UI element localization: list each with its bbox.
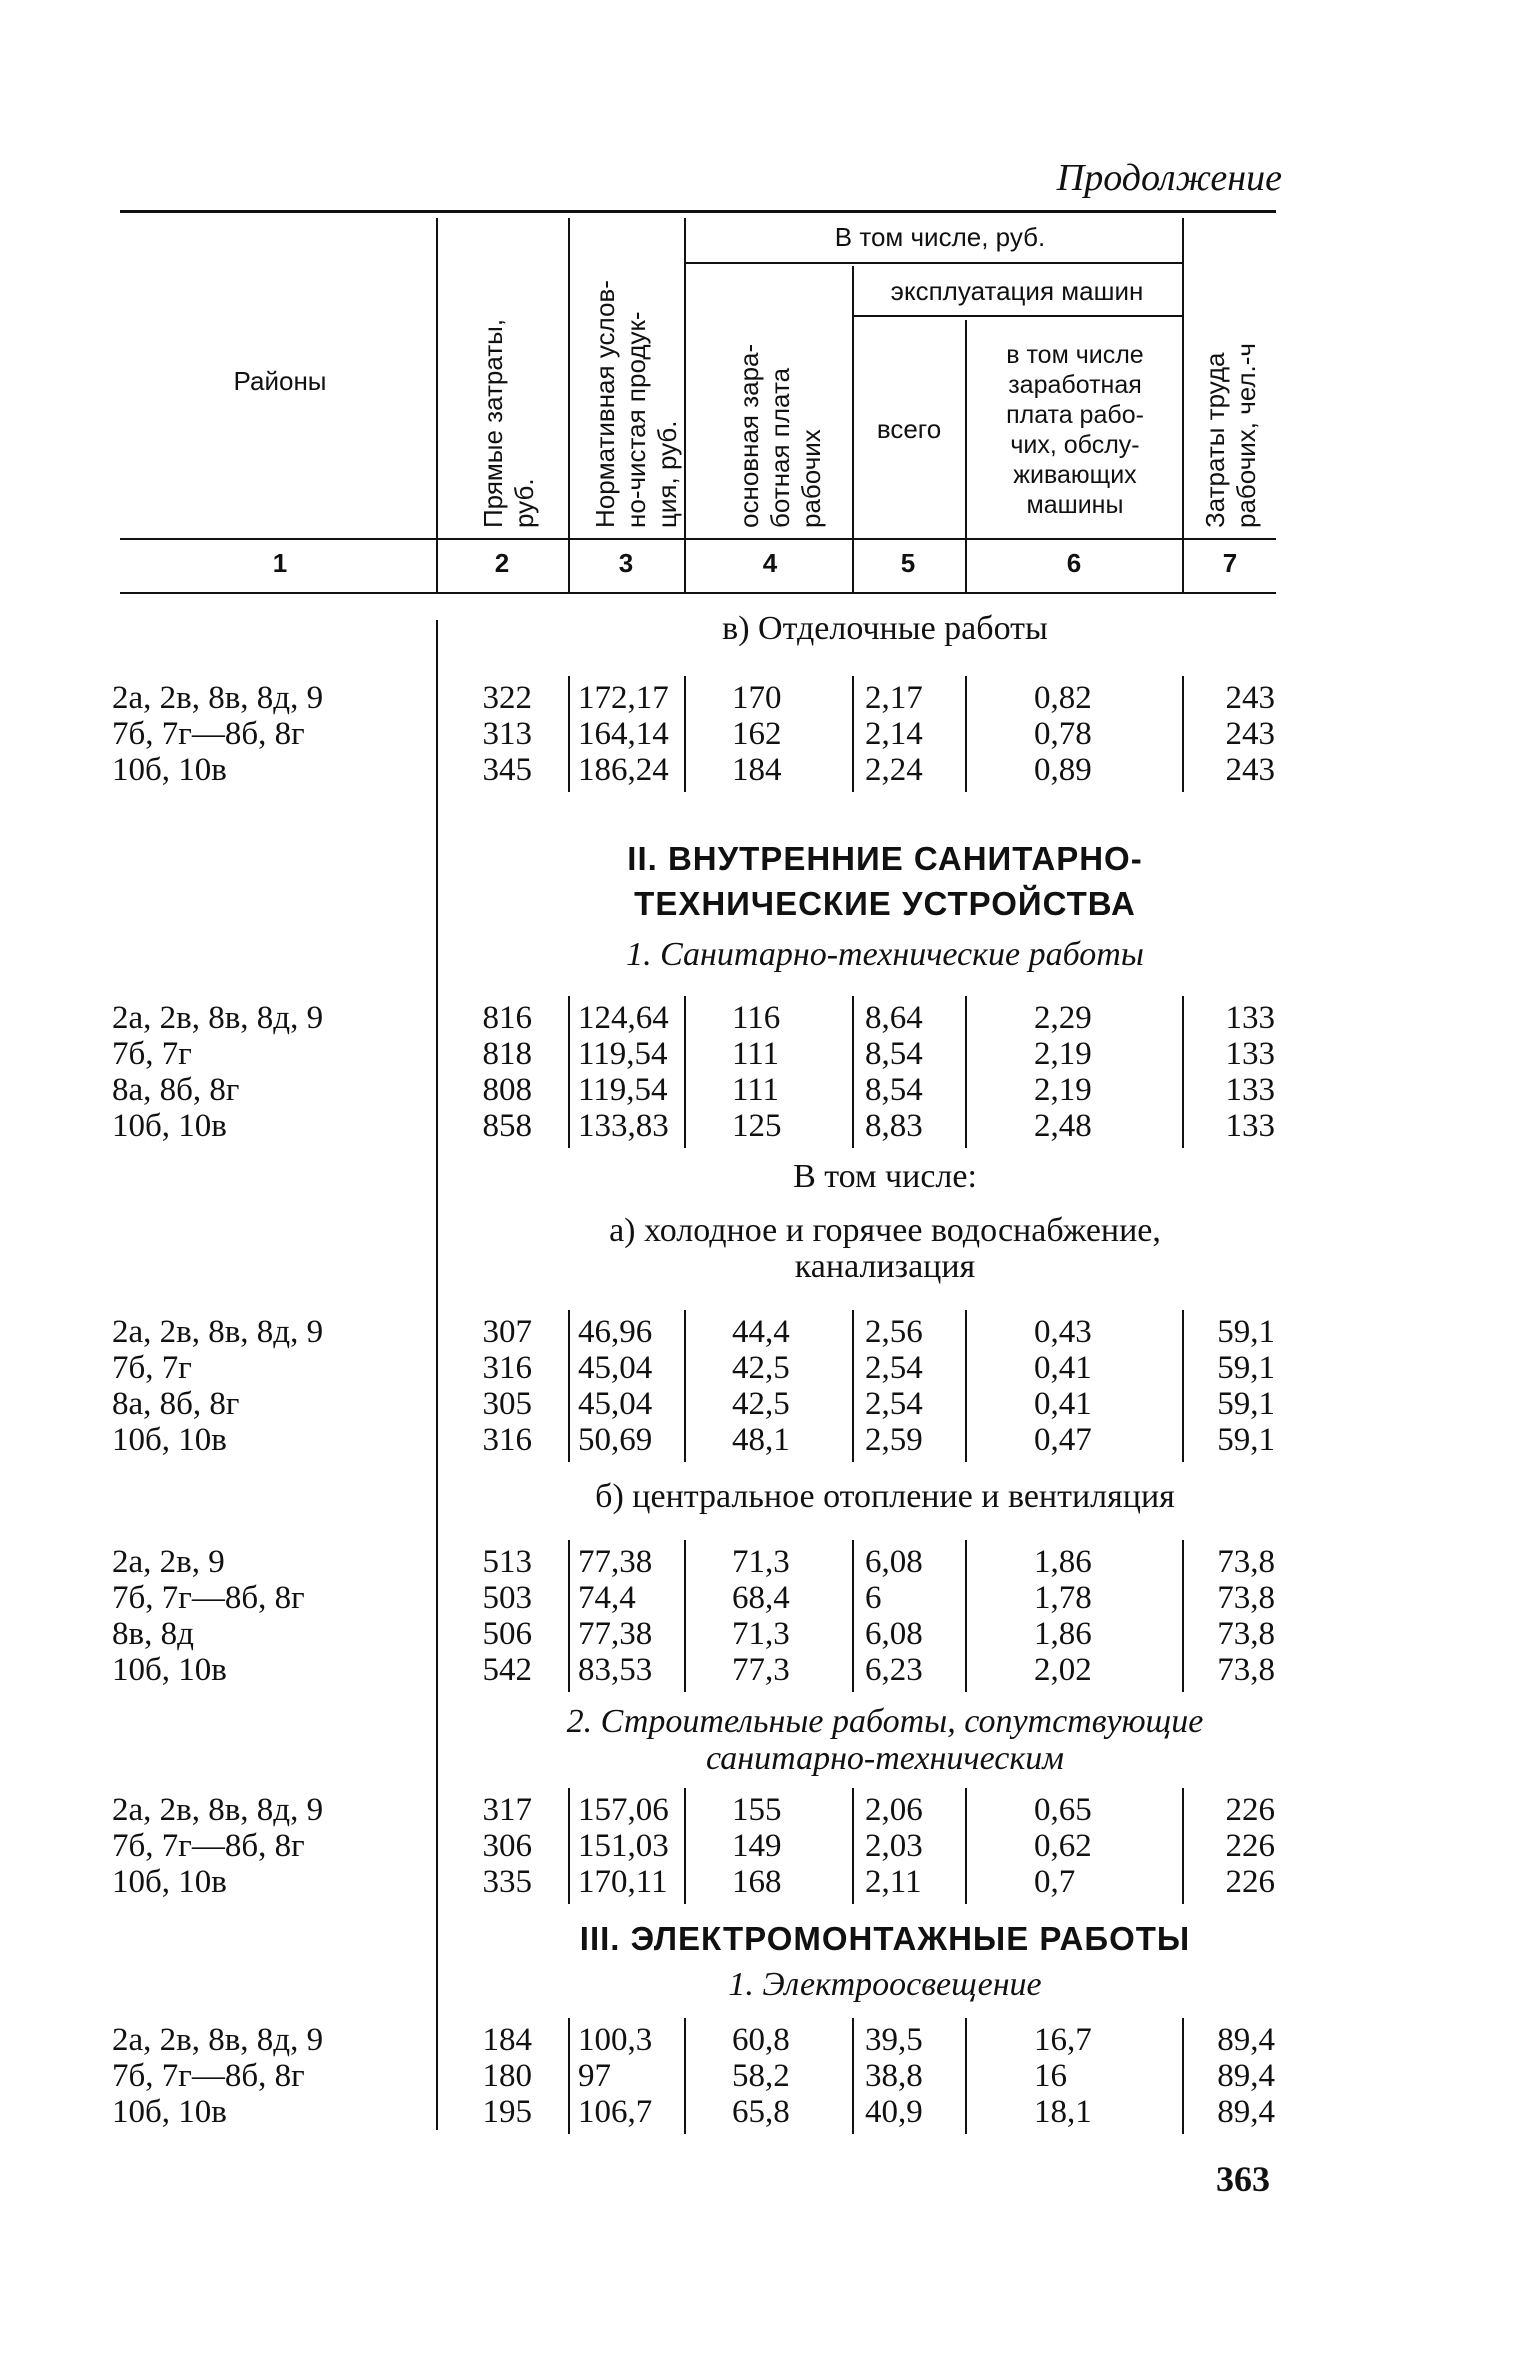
column-rule <box>1182 996 1184 1148</box>
rayon-cell: 8а, 8б, 8г <box>112 1386 240 1422</box>
column-rule <box>852 2018 854 2134</box>
vsego-cell: 39,5 <box>865 2022 923 2058</box>
zatraty-cell: 59,1 <box>1217 1386 1275 1422</box>
zp-mashin-cell: 0,89 <box>1034 752 1092 788</box>
rayon-cell: 7б, 7г—8б, 8г <box>112 716 305 752</box>
table-row <box>0 1580 1528 1616</box>
section-title: 1. Санитарно-технические работы <box>626 936 1144 973</box>
column-rule <box>568 1540 570 1692</box>
zatraty-cell: 243 <box>1225 680 1275 716</box>
zp-mashin-cell: 1,86 <box>1034 1544 1092 1580</box>
zatraty-cell: 73,8 <box>1217 1580 1275 1616</box>
osnovnaya-cell: 68,4 <box>732 1580 790 1616</box>
rayon-cell: 2а, 2в, 9 <box>112 1544 225 1580</box>
section-title: 1. Электроосвещение <box>728 1966 1042 2003</box>
table-row <box>0 752 1528 788</box>
pryamye-cell: 808 <box>482 1072 532 1108</box>
zatraty-cell: 133 <box>1225 1036 1275 1072</box>
column-rule <box>965 1310 967 1462</box>
osnovnaya-cell: 116 <box>732 1000 781 1036</box>
table-row <box>0 2058 1528 2094</box>
osnovnaya-cell: 58,2 <box>732 2058 790 2094</box>
header-normativnaya: Нормативная услов- но-чистая продук- ция, руб. <box>590 280 682 528</box>
column-rule <box>684 996 686 1148</box>
header-zatraty-truda: Затраты труда рабочих, чел.-ч <box>1200 343 1261 528</box>
zatraty-cell: 243 <box>1225 716 1275 752</box>
normativnaya-cell: 124,64 <box>578 1000 669 1036</box>
vsego-cell: 6,08 <box>865 1544 923 1580</box>
table-row <box>0 1652 1528 1688</box>
vsego-cell: 6,08 <box>865 1616 923 1652</box>
pryamye-cell: 818 <box>482 1036 532 1072</box>
osnovnaya-cell: 65,8 <box>732 2094 790 2130</box>
column-rule <box>852 676 854 792</box>
rayon-cell: 7б, 7г—8б, 8г <box>112 1580 305 1616</box>
zatraty-cell: 59,1 <box>1217 1314 1275 1350</box>
header-ekspluatatsiya: эксплуатация машин <box>890 276 1144 306</box>
zp-mashin-cell: 1,86 <box>1034 1616 1092 1652</box>
normativnaya-cell: 45,04 <box>578 1386 653 1422</box>
zp-mashin-cell: 18,1 <box>1034 2094 1092 2130</box>
table-row <box>0 1828 1528 1864</box>
pryamye-cell: 184 <box>482 2022 532 2058</box>
column-rule <box>684 676 686 792</box>
section-title: 2. Строительные работы, сопутствующие <box>566 1703 1204 1740</box>
pryamye-cell: 542 <box>482 1652 532 1688</box>
column-rule <box>1182 1540 1184 1692</box>
normativnaya-cell: 151,03 <box>578 1828 669 1864</box>
pryamye-cell: 305 <box>482 1386 532 1422</box>
rayon-cell: 2а, 2в, 8в, 8д, 9 <box>112 1314 324 1350</box>
table-row <box>0 2094 1528 2130</box>
colnum-2: 2 <box>494 548 510 578</box>
colnum-1: 1 <box>272 548 288 578</box>
osnovnaya-cell: 170 <box>732 680 782 716</box>
vsego-cell: 2,54 <box>865 1386 923 1422</box>
osnovnaya-cell: 42,5 <box>732 1350 790 1386</box>
table-row <box>0 1000 1528 1036</box>
continuation-label: Продолжение <box>1056 157 1282 199</box>
vsego-cell: 2,06 <box>865 1792 923 1828</box>
table-row <box>0 1544 1528 1580</box>
pryamye-cell: 307 <box>482 1314 532 1350</box>
rayon-cell: 10б, 10в <box>112 2094 227 2130</box>
normativnaya-cell: 45,04 <box>578 1350 653 1386</box>
osnovnaya-cell: 162 <box>732 716 782 752</box>
zp-mashin-cell: 0,65 <box>1034 1792 1092 1828</box>
osnovnaya-cell: 111 <box>732 1072 780 1108</box>
pryamye-cell: 316 <box>482 1422 532 1458</box>
rayon-cell: 10б, 10в <box>112 1108 227 1144</box>
header-pryamye: Прямые затраты, руб. <box>478 318 539 528</box>
zatraty-cell: 89,4 <box>1217 2058 1275 2094</box>
vsego-cell: 2,59 <box>865 1422 923 1458</box>
colnum-5: 5 <box>900 548 916 578</box>
table-row <box>0 2022 1528 2058</box>
osnovnaya-cell: 48,1 <box>732 1422 790 1458</box>
pryamye-cell: 513 <box>482 1544 532 1580</box>
column-rule <box>852 1788 854 1904</box>
section-title: В том числе: <box>793 1158 977 1195</box>
vsego-cell: 6 <box>865 1580 882 1616</box>
header-v-tom-chisle: В том числе, руб. <box>834 222 1046 252</box>
pryamye-cell: 345 <box>482 752 532 788</box>
zp-mashin-cell: 2,19 <box>1034 1036 1092 1072</box>
column-rule <box>965 1540 967 1692</box>
column-rule <box>852 1540 854 1692</box>
section-title: канализация <box>794 1248 976 1285</box>
vsego-cell: 8,83 <box>865 1108 923 1144</box>
pryamye-cell: 503 <box>482 1580 532 1616</box>
table-row <box>0 1422 1528 1458</box>
zp-mashin-cell: 2,29 <box>1034 1000 1092 1036</box>
osnovnaya-cell: 71,3 <box>732 1616 790 1652</box>
osnovnaya-cell: 155 <box>732 1792 782 1828</box>
osnovnaya-cell: 42,5 <box>732 1386 790 1422</box>
normativnaya-cell: 77,38 <box>578 1544 653 1580</box>
zp-mashin-cell: 2,02 <box>1034 1652 1092 1688</box>
osnovnaya-cell: 77,3 <box>732 1652 790 1688</box>
zatraty-cell: 226 <box>1225 1864 1275 1900</box>
section-title: в) Отделочные работы <box>722 610 1048 647</box>
colnum-3: 3 <box>618 548 634 578</box>
zp-mashin-cell: 0,62 <box>1034 1828 1092 1864</box>
header-vline <box>436 218 438 594</box>
column-rule <box>965 996 967 1148</box>
section-title: санитарно-техническим <box>706 1740 1064 1777</box>
normativnaya-cell: 97 <box>578 2058 611 2094</box>
table-top-rule <box>120 210 1276 213</box>
header-vsego: всего <box>876 414 942 444</box>
column-rule <box>568 996 570 1148</box>
colnum-7: 7 <box>1222 548 1238 578</box>
osnovnaya-cell: 111 <box>732 1036 780 1072</box>
vsego-cell: 2,24 <box>865 752 923 788</box>
zatraty-cell: 226 <box>1225 1792 1275 1828</box>
normativnaya-cell: 133,83 <box>578 1108 669 1144</box>
column-rule <box>1182 1310 1184 1462</box>
vsego-cell: 40,9 <box>865 2094 923 2130</box>
column-rule <box>568 1788 570 1904</box>
pryamye-cell: 506 <box>482 1616 532 1652</box>
normativnaya-cell: 83,53 <box>578 1652 653 1688</box>
pryamye-cell: 180 <box>482 2058 532 2094</box>
normativnaya-cell: 119,54 <box>578 1036 668 1072</box>
normativnaya-cell: 50,69 <box>578 1422 653 1458</box>
normativnaya-cell: 164,14 <box>578 716 669 752</box>
zp-mashin-cell: 0,82 <box>1034 680 1092 716</box>
osnovnaya-cell: 184 <box>732 752 782 788</box>
column-rule <box>852 996 854 1148</box>
column-rule <box>852 1310 854 1462</box>
pryamye-cell: 335 <box>482 1864 532 1900</box>
table-row <box>0 1314 1528 1350</box>
normativnaya-cell: 74,4 <box>578 1580 636 1616</box>
vsego-cell: 2,54 <box>865 1350 923 1386</box>
rayon-cell: 2а, 2в, 8в, 8д, 9 <box>112 2022 324 2058</box>
vsego-cell: 8,54 <box>865 1072 923 1108</box>
vsego-cell: 8,64 <box>865 1000 923 1036</box>
pryamye-cell: 313 <box>482 716 532 752</box>
colnum-6: 6 <box>1066 548 1082 578</box>
zp-mashin-cell: 16,7 <box>1034 2022 1092 2058</box>
rayon-cell: 2а, 2в, 8в, 8д, 9 <box>112 1000 324 1036</box>
rayon-cell: 7б, 7г—8б, 8г <box>112 2058 305 2094</box>
zp-mashin-cell: 0,41 <box>1034 1386 1092 1422</box>
table-row <box>0 1072 1528 1108</box>
normativnaya-cell: 186,24 <box>578 752 669 788</box>
table-row <box>0 1108 1528 1144</box>
header-rayony: Районы <box>233 366 327 396</box>
zp-mashin-cell: 2,19 <box>1034 1072 1092 1108</box>
zatraty-cell: 226 <box>1225 1828 1275 1864</box>
normativnaya-cell: 100,3 <box>578 2022 653 2058</box>
header-v-tom-chisle-zp: в том числе заработная плата рабо- чих, обслу- живающих машины <box>1006 341 1144 519</box>
header-vline <box>965 320 967 594</box>
section-title: ТЕХНИЧЕСКИЕ УСТРОЙСТВА <box>634 885 1136 922</box>
header-bottom-rule <box>120 538 1276 540</box>
header-osnovnaya: основная зара- ботная плата рабочих <box>734 343 826 528</box>
rayon-cell: 8а, 8б, 8г <box>112 1072 240 1108</box>
zp-mashin-cell: 0,7 <box>1034 1864 1076 1900</box>
osnovnaya-cell: 71,3 <box>732 1544 790 1580</box>
zatraty-cell: 89,4 <box>1217 2094 1275 2130</box>
pryamye-cell: 317 <box>482 1792 532 1828</box>
rayon-cell: 7б, 7г—8б, 8г <box>112 1828 305 1864</box>
osnovnaya-cell: 60,8 <box>732 2022 790 2058</box>
zatraty-cell: 59,1 <box>1217 1422 1275 1458</box>
zp-mashin-cell: 2,48 <box>1034 1108 1092 1144</box>
table-row <box>0 1350 1528 1386</box>
column-rule <box>568 2018 570 2134</box>
pryamye-cell: 316 <box>482 1350 532 1386</box>
table-row <box>0 1864 1528 1900</box>
section-title: III. ЭЛЕКТРОМОНТАЖНЫЕ РАБОТЫ <box>579 1920 1191 1957</box>
rayon-cell: 10б, 10в <box>112 1422 227 1458</box>
normativnaya-cell: 106,7 <box>578 2094 653 2130</box>
colnum-4: 4 <box>762 548 778 578</box>
zatraty-cell: 133 <box>1225 1000 1275 1036</box>
column-rule <box>568 676 570 792</box>
vsego-cell: 2,03 <box>865 1828 923 1864</box>
vsego-cell: 38,8 <box>865 2058 923 2094</box>
table-row <box>0 716 1528 752</box>
pryamye-cell: 322 <box>482 680 532 716</box>
rayon-cell: 7б, 7г <box>112 1350 192 1386</box>
vsego-cell: 8,54 <box>865 1036 923 1072</box>
rayon-cell: 8в, 8д <box>112 1616 194 1652</box>
table-row <box>0 1792 1528 1828</box>
column-rule <box>684 2018 686 2134</box>
column-rule <box>684 1540 686 1692</box>
zatraty-cell: 133 <box>1225 1108 1275 1144</box>
rayon-cell: 10б, 10в <box>112 1864 227 1900</box>
zatraty-cell: 73,8 <box>1217 1544 1275 1580</box>
vsego-cell: 2,17 <box>865 680 923 716</box>
normativnaya-cell: 46,96 <box>578 1314 653 1350</box>
normativnaya-cell: 157,06 <box>578 1792 669 1828</box>
normativnaya-cell: 119,54 <box>578 1072 668 1108</box>
colnum-bottom-rule <box>120 592 1276 594</box>
normativnaya-cell: 77,38 <box>578 1616 653 1652</box>
subheader-rule <box>684 262 1182 264</box>
zp-mashin-cell: 0,78 <box>1034 716 1092 752</box>
section-title: II. ВНУТРЕННИЕ САНИТАРНО- <box>627 840 1143 877</box>
column-rule <box>965 676 967 792</box>
vsego-cell: 2,56 <box>865 1314 923 1350</box>
column-rule <box>684 1788 686 1904</box>
header-vline <box>568 218 570 594</box>
zatraty-cell: 73,8 <box>1217 1616 1275 1652</box>
header-vline <box>852 266 854 594</box>
zp-mashin-cell: 0,41 <box>1034 1350 1092 1386</box>
column-rule <box>684 1310 686 1462</box>
osnovnaya-cell: 44,4 <box>732 1314 790 1350</box>
column-rule <box>965 2018 967 2134</box>
pryamye-cell: 816 <box>482 1000 532 1036</box>
zp-mashin-cell: 16 <box>1034 2058 1067 2094</box>
zatraty-cell: 243 <box>1225 752 1275 788</box>
zatraty-cell: 73,8 <box>1217 1652 1275 1688</box>
zp-mashin-cell: 1,78 <box>1034 1580 1092 1616</box>
column-rule <box>965 1788 967 1904</box>
page-number: 363 <box>1216 2159 1270 2199</box>
section-title: а) холодное и горячее водоснабжение, <box>609 1212 1161 1249</box>
table-row <box>0 1386 1528 1422</box>
normativnaya-cell: 170,11 <box>578 1864 668 1900</box>
table-row <box>0 1616 1528 1652</box>
rayon-cell: 2а, 2в, 8в, 8д, 9 <box>112 1792 324 1828</box>
zatraty-cell: 59,1 <box>1217 1350 1275 1386</box>
osnovnaya-cell: 149 <box>732 1828 782 1864</box>
subheader-rule-2 <box>852 315 1182 317</box>
vsego-cell: 2,11 <box>865 1864 922 1900</box>
column-rule <box>1182 2018 1184 2134</box>
rayon-cell: 2а, 2в, 8в, 8д, 9 <box>112 680 324 716</box>
column-rule <box>568 1310 570 1462</box>
rayon-cell: 10б, 10в <box>112 1652 227 1688</box>
pryamye-cell: 195 <box>482 2094 532 2130</box>
table-row <box>0 680 1528 716</box>
vsego-cell: 2,14 <box>865 716 923 752</box>
zp-mashin-cell: 0,47 <box>1034 1422 1092 1458</box>
vsego-cell: 6,23 <box>865 1652 923 1688</box>
header-vline <box>1182 218 1184 594</box>
table-row <box>0 1036 1528 1072</box>
zp-mashin-cell: 0,43 <box>1034 1314 1092 1350</box>
pryamye-cell: 858 <box>482 1108 532 1144</box>
rayon-cell: 10б, 10в <box>112 752 227 788</box>
osnovnaya-cell: 168 <box>732 1864 782 1900</box>
zatraty-cell: 133 <box>1225 1072 1275 1108</box>
osnovnaya-cell: 125 <box>732 1108 782 1144</box>
zatraty-cell: 89,4 <box>1217 2022 1275 2058</box>
column-rule <box>1182 1788 1184 1904</box>
rayon-cell: 7б, 7г <box>112 1036 192 1072</box>
pryamye-cell: 306 <box>482 1828 532 1864</box>
header-vline <box>684 218 686 594</box>
normativnaya-cell: 172,17 <box>578 680 669 716</box>
column-rule <box>1182 676 1184 792</box>
section-title: б) центральное отопление и вентиляция <box>595 1478 1175 1515</box>
